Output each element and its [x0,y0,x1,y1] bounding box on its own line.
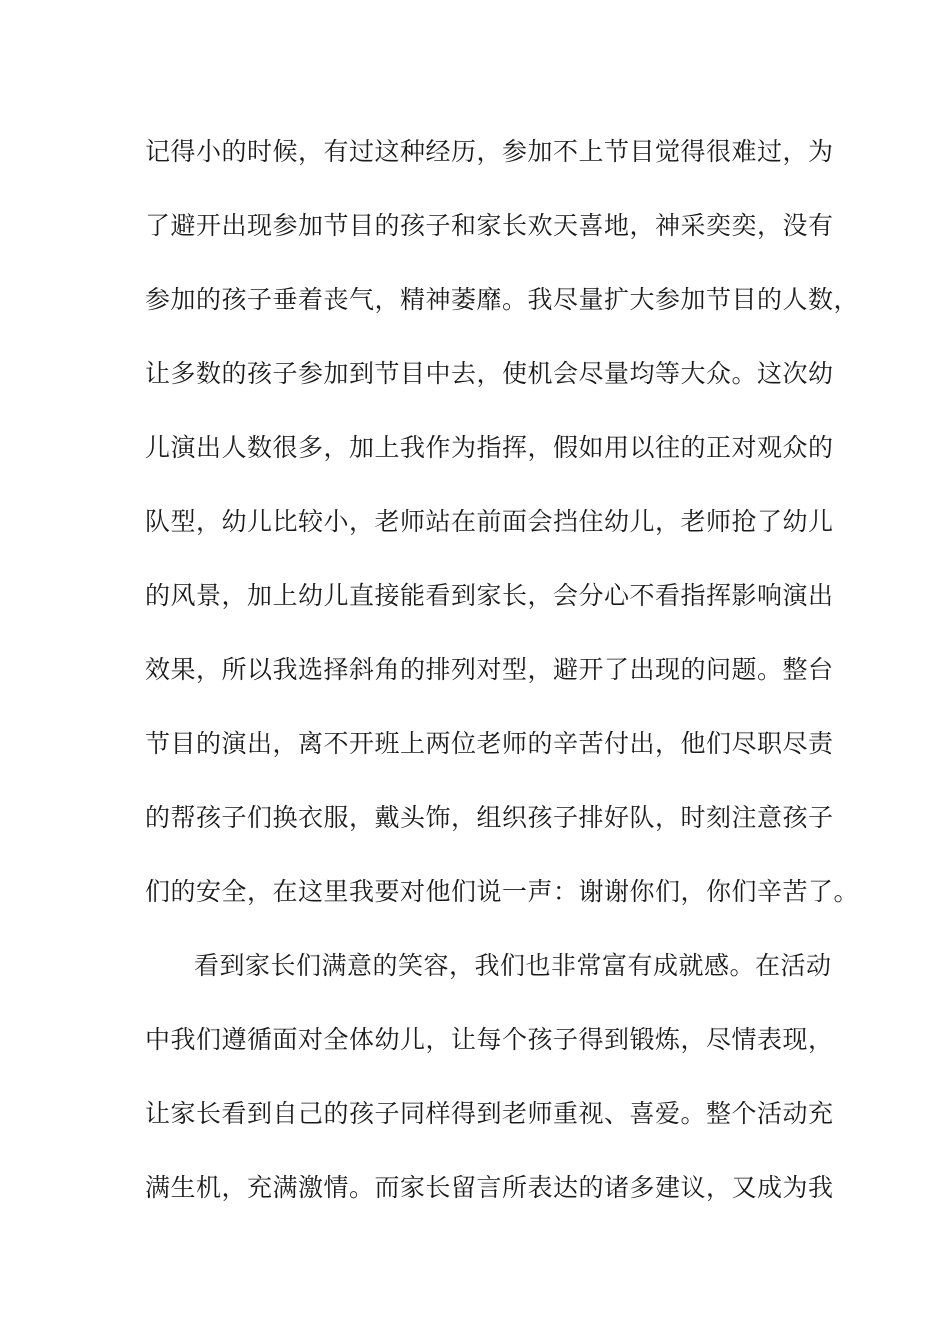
body-text [145,126,860,1236]
text-line: 看到家长们满意的笑容，我们也非常富有成就感。在活动 [194,951,832,980]
text-line: 让多数的孩子参加到节目中去，使机会尽量均等大众。这次幼 [145,359,834,388]
text-line: 了避开出现参加节目的孩子和家长欢天喜地，神采奕奕，没有 [145,211,834,240]
text-line: 的风景，加上幼儿直接能看到家长，会分心不看指挥影响演出 [145,581,834,610]
text-line: 的帮孩子们换衣服，戴头饰，组织孩子排好队，时刻注意孩子 [145,803,834,832]
text-line: 儿演出人数很多，加上我作为指挥，假如用以往的正对观众的 [145,433,834,462]
text-line: 们的安全，在这里我要对他们说一声：谢谢你们，你们辛苦了。 [145,877,860,906]
text-line: 满生机，充满激情。而家长留言所表达的诸多建议，又成为我 [145,1173,834,1202]
text-line: 队型，幼儿比较小，老师站在前面会挡住幼儿，老师抢了幼儿 [145,507,834,536]
text-line: 节目的演出，离不开班上两位老师的辛苦付出，他们尽职尽责 [145,729,834,758]
text-line: 中我们遵循面对全体幼儿，让每个孩子得到锻炼，尽情表现， [145,1025,834,1054]
text-line: 记得小的时候，有过这种经历，参加不上节目觉得很难过，为 [145,137,834,166]
text-line: 参加的孩子垂着丧气，精神萎靡。我尽量扩大参加节目的人数， [145,285,860,314]
paragraph-2 [145,940,835,1236]
paragraph-1 [145,126,860,940]
text-line: 效果，所以我选择斜角的排列对型，避开了出现的问题。整台 [145,655,834,684]
text-line: 让家长看到自己的孩子同样得到老师重视、喜爱。整个活动充 [145,1099,834,1128]
